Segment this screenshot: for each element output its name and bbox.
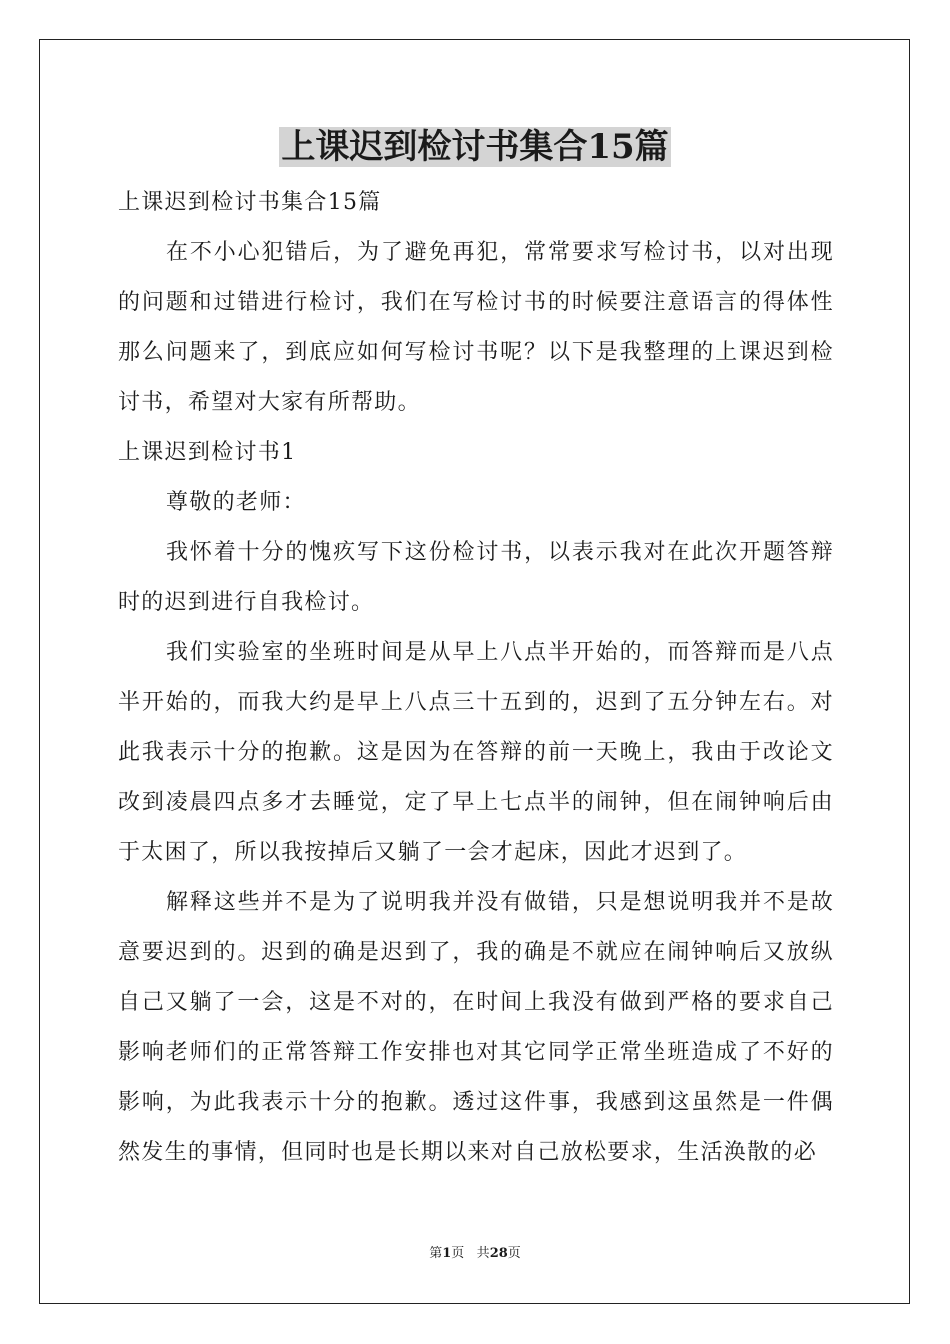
page-footer <box>0 1245 950 1263</box>
document-title-text: 上课迟到检讨书集合15篇 <box>281 127 669 167</box>
salutation: 尊敬的老师： <box>166 490 306 515</box>
document-title <box>0 124 950 170</box>
body-paragraph-3: 解释这些并不是为了说明我并没有做错，只是想说明我并不是故意要迟到的。迟到的确是迟到了，我的确是不就应在闹钟响后又放纵自己又躺了一会，这是不对的，在时间上我没有做到严格的要求自己影响老师们的正常答辩工作安排也对其它同学正常坐班造成了不好的影响，为此我表示十分的抱歉。透过这件事，我感到这虽然是一件偶然发生的事情，但同时也是长期以来对自己放松要求，生活涣散的必 <box>118 890 834 1165</box>
body-paragraph-1: 我怀着十分的愧疚写下这份检讨书，以表示我对在此次开题答辩时的迟到进行自我检讨。 <box>118 540 834 615</box>
total-pages: 28 <box>489 1246 508 1261</box>
total-suffix: 页 <box>507 1246 521 1261</box>
section-heading: 上课迟到检讨书1 <box>118 440 297 465</box>
document-body <box>118 178 834 1178</box>
body-paragraph-2: 我们实验室的坐班时间是从早上八点半开始的，而答辩而是八点半开始的，而我大约是早上八点三十五到的，迟到了五分钟左右。对此我表示十分的抱歉。这是因为在答辩的前一天晚上，我由于改论文改到凌晨四点多才去睡觉，定了早上七点半的闹钟，但在闹钟响后由于太困了，所以我按掉后又躺了一会才起床，因此才迟到了。 <box>118 640 834 865</box>
document-subtitle: 上课迟到检讨书集合15篇 <box>118 190 382 215</box>
intro-paragraph: 在不小心犯错后，为了避免再犯，常常要求写检讨书，以对出现的问题和过错进行检讨，我们在写检讨书的时候要注意语言的得体性那么问题来了，到底应如何写检讨书呢？以下是我整理的上课迟到检讨书，希望对大家有所帮助。 <box>118 240 834 415</box>
page-suffix: 页 <box>451 1246 465 1261</box>
page-prefix: 第 <box>429 1246 443 1261</box>
total-prefix: 共 <box>476 1246 490 1261</box>
page-number: 1 <box>442 1246 452 1261</box>
